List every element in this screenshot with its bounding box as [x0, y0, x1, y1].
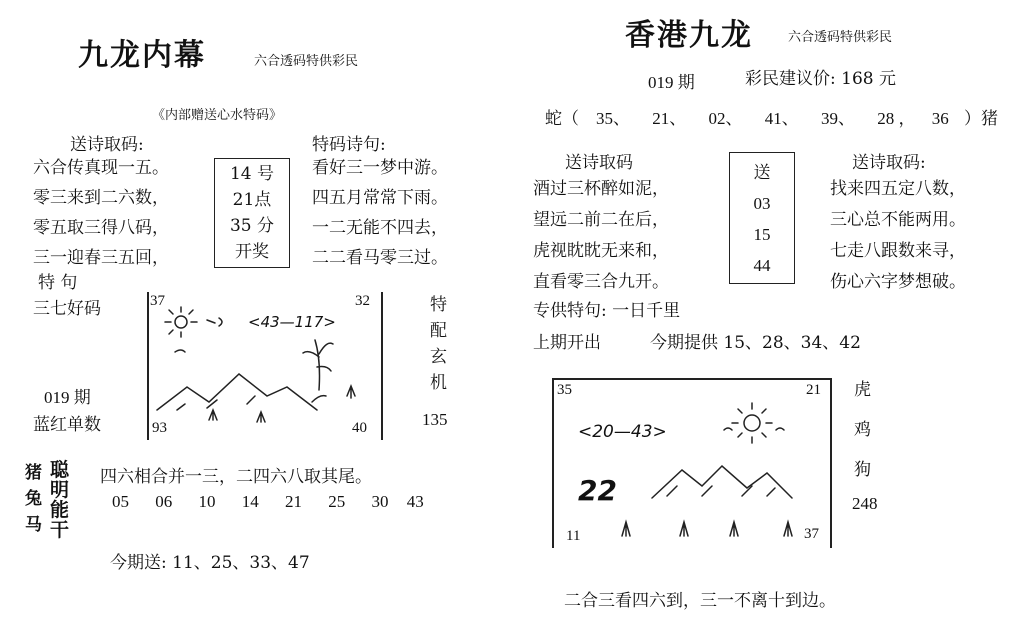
draw-time-line: 14 号	[229, 164, 275, 184]
right-sketch-corner-br: 37	[804, 526, 819, 542]
left-title: 九龙内幕	[78, 38, 206, 73]
right-poem-left-line: 虎视眈眈无来和，	[533, 241, 669, 261]
right-snake-numbers	[596, 104, 949, 129]
left-number: 30	[371, 492, 389, 511]
left-special-line: 二二看马零三过。	[312, 248, 448, 268]
left-poem-line: 六合传真现一五。	[33, 158, 169, 178]
left-number: 25	[328, 492, 346, 511]
right-poem-right-line: 三心总不能两用。	[830, 210, 966, 230]
right-side-number: 248	[852, 494, 878, 513]
right-poem-left-line: 直看零三合九开。	[533, 272, 669, 292]
left-sketch-drawing	[147, 292, 379, 440]
right-poem-right-line: 伤心六字梦想破。	[830, 272, 966, 292]
right-price: 彩民建议价: 168 元	[745, 69, 896, 89]
sun-icon	[744, 415, 760, 431]
right-sketch-drawing	[552, 378, 828, 546]
right-snake-label: 蛇（	[545, 109, 579, 129]
snake-number: 36	[931, 109, 949, 128]
left-poem-heading: 送诗取码:	[70, 135, 144, 155]
right-this-issue: 今期提供 15、28、34、42	[650, 333, 861, 353]
right-sketch-text-1: <20—43>	[578, 422, 667, 442]
snake-number: 41、	[764, 109, 799, 128]
left-good-codes: 三七好码	[33, 299, 101, 319]
left-number: 05	[112, 492, 129, 511]
tree-icon	[303, 340, 333, 390]
left-special-line: 一二无能不四去，	[312, 218, 448, 238]
left-poem	[33, 153, 169, 273]
right-sketch-corner-bl: 11	[566, 528, 581, 544]
left-special-line: 看好三一梦中游。	[312, 158, 448, 178]
left-poem-line: 三一迎春三五回，	[33, 248, 169, 268]
left-combine-line: 四六相合并一三，二四六八取其尾。	[100, 467, 372, 487]
left-sketch-corner-tl: 37	[150, 293, 165, 309]
left-blue-red: 蓝红单数	[33, 415, 101, 435]
left-number-row	[112, 492, 424, 512]
draw-time-box	[214, 158, 290, 268]
sun-icon	[175, 316, 187, 328]
send-box-line: 送	[753, 163, 771, 182]
left-side-vertical: 特配玄机	[430, 295, 447, 393]
left-number: 43	[406, 492, 424, 511]
right-poem-heading-left: 送诗取码	[565, 153, 633, 173]
left-special-sentence-label: 特 句	[38, 273, 78, 293]
right-animals-vertical: 虎鸡狗	[854, 380, 871, 480]
left-sketch-corner-tr: 32	[355, 293, 370, 309]
left-sketch-text: <43—117>	[248, 313, 336, 331]
send-box-line: 15	[753, 225, 771, 244]
right-issue: 019 期	[648, 73, 695, 92]
left-animals-vertical: 猪兔马	[25, 463, 42, 535]
right-special-sentence: 专供特句: 一日千里	[533, 301, 681, 321]
right-sketch-text-2: 22	[578, 474, 617, 507]
left-smart-vertical: 聪明能干	[50, 459, 70, 541]
draw-time-line: 21点	[232, 190, 272, 210]
left-poem-line: 零三来到二六数，	[33, 188, 169, 208]
send-box	[729, 152, 795, 284]
left-secret-note: 《内部赠送心水特码》	[152, 108, 283, 123]
send-box-line: 44	[753, 256, 771, 275]
right-poem-heading-right: 送诗取码:	[852, 153, 926, 173]
left-number: 06	[155, 492, 173, 511]
left-sketch-corner-br: 40	[352, 420, 367, 436]
left-subtitle: 六合透码特供彩民	[254, 54, 359, 69]
left-today-send: 今期送: 11、25、33、47	[110, 553, 310, 573]
snake-number: 28 ，	[877, 109, 916, 128]
draw-time-line: 35 分	[229, 216, 275, 236]
send-box-line: 03	[753, 194, 771, 213]
right-pig-label: ）猪	[964, 109, 998, 129]
left-number: 14	[241, 492, 259, 511]
right-poem-left-line: 酒过三杯醉如泥，	[533, 179, 669, 199]
left-number: 10	[198, 492, 216, 511]
left-sketch-corner-bl: 93	[152, 420, 167, 436]
right-sketch-corner-tr: 21	[806, 382, 821, 398]
right-subtitle: 六合透码特供彩民	[788, 30, 893, 45]
left-number: 21	[285, 492, 302, 511]
left-side-number: 135	[422, 410, 448, 429]
draw-time-line: 开奖	[235, 242, 269, 262]
right-poem-right	[830, 174, 966, 298]
left-special-poem	[312, 153, 448, 273]
right-sketch-corner-tl: 35	[557, 382, 572, 398]
right-poem-left	[533, 174, 669, 298]
left-issue: 019 期	[44, 388, 91, 407]
snake-number: 21、	[652, 109, 687, 128]
right-poem-right-line: 找来四五定八数，	[830, 179, 966, 199]
snake-number: 39、	[821, 109, 855, 128]
snake-number: 02、	[708, 109, 743, 128]
right-last-issue: 上期开出	[533, 333, 601, 353]
right-poem-left-line: 望远二前二在后，	[533, 210, 669, 230]
right-title: 香港九龙	[625, 18, 753, 53]
right-poem-right-line: 七走八跟数来寻，	[830, 241, 966, 261]
left-poem-line: 零五取三得八码，	[33, 218, 169, 238]
right-bottom-line: 二合三看四六到，三一不离十到边。	[564, 591, 836, 611]
left-special-heading: 特码诗句:	[312, 135, 386, 155]
snake-number: 35、	[596, 109, 630, 128]
left-special-line: 四五月常常下雨。	[312, 188, 448, 208]
mountain-icon	[652, 466, 792, 498]
